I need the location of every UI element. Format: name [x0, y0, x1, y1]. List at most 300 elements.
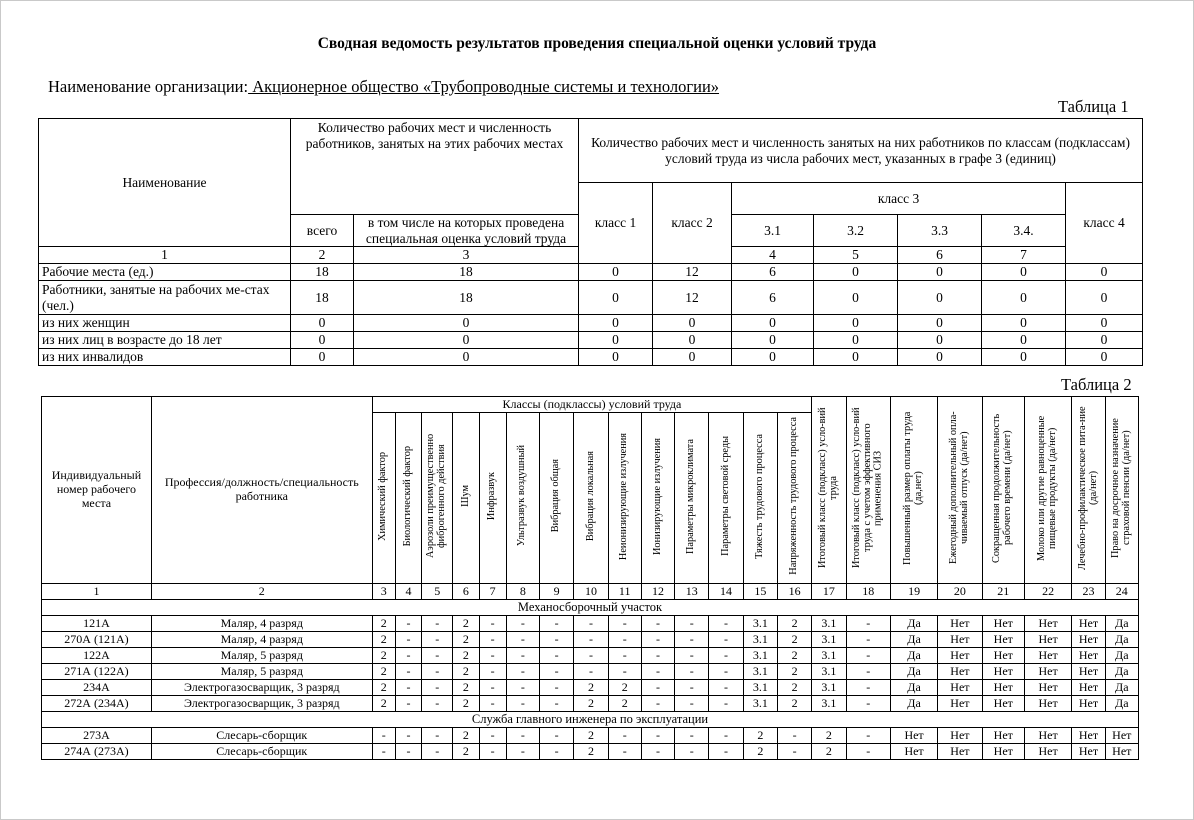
t2-cell: - — [675, 648, 709, 664]
t2-cell: 3.1 — [743, 632, 777, 648]
t2-cell: Да — [1105, 664, 1138, 680]
t2-cell: - — [506, 648, 539, 664]
t1-cell: 0 — [1066, 349, 1143, 366]
t2-cell: 2 — [574, 696, 608, 712]
t2-header-id: Индивидуальный номер рабочего места — [42, 397, 152, 584]
t1-col-number: 2 — [291, 247, 354, 264]
t2-cell: - — [709, 744, 743, 760]
t2-cell: - — [675, 616, 709, 632]
t2-cell: - — [846, 680, 890, 696]
t2-row — [42, 696, 1139, 712]
t1-cell: 18 — [354, 264, 579, 281]
t2-cell: 2 — [453, 728, 479, 744]
t2-col-number: 15 — [743, 584, 777, 600]
t2-header-factor — [743, 413, 777, 584]
t1-header-3-4: 3.4. — [982, 215, 1066, 247]
t1-cell: 0 — [732, 332, 814, 349]
t2-cell: 2 — [372, 664, 395, 680]
t2-cell: - — [506, 680, 539, 696]
t2-cell: - — [675, 680, 709, 696]
t2-cell: - — [641, 632, 674, 648]
t2-cell: - — [641, 728, 674, 744]
t2-cell: Нет — [938, 696, 982, 712]
t2-cell: Нет — [938, 648, 982, 664]
t1-col-number: 7 — [982, 247, 1066, 264]
t2-header-factor-label: Аэрозоли преимущественно фиброгенного действия — [425, 434, 448, 559]
t2-cell: - — [574, 632, 608, 648]
t2-row — [42, 744, 1139, 760]
t2-cell: 2 — [812, 744, 846, 760]
t2-cell: Нет — [1024, 680, 1071, 696]
t2-profession: Маляр, 4 разряд — [151, 632, 372, 648]
t2-header-factor — [479, 413, 506, 584]
t2-profession: Слесарь-сборщик — [151, 744, 372, 760]
t2-cell: 2 — [453, 616, 479, 632]
t1-cell: 12 — [653, 264, 732, 281]
t2-cell: 2 — [453, 632, 479, 648]
t2-col-number: 12 — [641, 584, 674, 600]
t2-col-number: 11 — [608, 584, 641, 600]
t2-cell: 2 — [453, 744, 479, 760]
t2-cell: Нет — [1024, 696, 1071, 712]
table1-caption: Таблица 1 — [1058, 97, 1129, 116]
t2-cell: 2 — [777, 664, 811, 680]
t1-cell: 0 — [579, 264, 653, 281]
t2-cell: Нет — [982, 744, 1024, 760]
t2-cell: Нет — [1072, 728, 1105, 744]
t2-workplace-id: 122А — [42, 648, 152, 664]
t2-cell: - — [395, 696, 421, 712]
t1-cell: 0 — [732, 349, 814, 366]
t2-cell: - — [675, 632, 709, 648]
t2-header-factor — [1072, 397, 1105, 584]
t2-cell: - — [540, 616, 574, 632]
t1-row-label: Рабочие места (ед.) — [39, 264, 291, 281]
t2-cell: Нет — [938, 728, 982, 744]
t2-header-factor — [395, 413, 421, 584]
t2-col-number: 1 — [42, 584, 152, 600]
t2-col-number: 24 — [1105, 584, 1138, 600]
t2-cell: - — [641, 696, 674, 712]
workplace-table — [41, 396, 1139, 760]
t2-col-number: 17 — [812, 584, 846, 600]
t2-header-factor-label: Итоговый класс (подкласс) усло-вий труда с учетом эффективного применения СИЗ — [851, 407, 884, 569]
t1-header-class-group: Количество рабочих мест и численность занятых на них работников по классам (подклассам) условий труда из числа рабочих мест, указанных в графе 3 (единиц) — [579, 119, 1143, 183]
t2-cell: - — [540, 632, 574, 648]
t2-cell: - — [422, 744, 453, 760]
t1-cell: 0 — [814, 264, 898, 281]
t2-header-factor — [422, 413, 453, 584]
t2-cell: Нет — [890, 744, 937, 760]
t2-cell: 2 — [453, 664, 479, 680]
t2-cell: - — [846, 616, 890, 632]
t2-header-factor-label: Вибрация локальная — [584, 451, 596, 542]
document-title: Сводная ведомость результатов проведения специальной оценки условий труда — [317, 35, 877, 52]
t2-cell: - — [479, 744, 506, 760]
t2-cell: - — [479, 664, 506, 680]
t2-header-factor — [641, 413, 674, 584]
t2-cell: - — [641, 664, 674, 680]
t2-cell: 2 — [743, 744, 777, 760]
t2-header-factor — [372, 413, 395, 584]
t2-cell: Да — [1105, 648, 1138, 664]
t2-cell: Нет — [938, 616, 982, 632]
t1-cell: 18 — [354, 281, 579, 315]
t2-header-factor-label: Тяжесть трудового процесса — [753, 433, 765, 559]
t2-header-factor-label: Сокращенная продолжительность рабочего времени (да/нет) — [991, 413, 1014, 563]
t2-cell: - — [641, 616, 674, 632]
t2-cell: 2 — [812, 728, 846, 744]
t2-cell: 2 — [453, 680, 479, 696]
t1-cell: 0 — [898, 281, 982, 315]
t2-cell: Нет — [1105, 744, 1138, 760]
t2-cell: - — [395, 744, 421, 760]
t2-cell: - — [675, 664, 709, 680]
t2-col-number: 10 — [574, 584, 608, 600]
t2-header-factor — [777, 413, 811, 584]
t2-cell: 3.1 — [743, 680, 777, 696]
t1-row — [39, 264, 1143, 281]
t2-cell: - — [641, 648, 674, 664]
t2-workplace-id: 234А — [42, 680, 152, 696]
t2-profession: Слесарь-сборщик — [151, 728, 372, 744]
t1-cell: 0 — [653, 332, 732, 349]
t2-cell: - — [506, 728, 539, 744]
t1-header-3-1: 3.1 — [732, 215, 814, 247]
t1-cell: 0 — [1066, 281, 1143, 315]
t2-profession: Маляр, 5 разряд — [151, 648, 372, 664]
t2-cell: - — [540, 648, 574, 664]
t1-col-number: 1 — [39, 247, 291, 264]
t1-col-number: 3 — [354, 247, 579, 264]
t2-col-number: 6 — [453, 584, 479, 600]
t2-cell: - — [709, 616, 743, 632]
t1-cell: 0 — [291, 349, 354, 366]
t2-cell: 2 — [743, 728, 777, 744]
t2-cell: Нет — [1072, 632, 1105, 648]
t1-header-class1: класс 1 — [579, 183, 653, 264]
t2-cell: 3.1 — [743, 616, 777, 632]
t2-cell: - — [709, 696, 743, 712]
t2-cell: Нет — [1024, 664, 1071, 680]
t1-cell: 0 — [653, 349, 732, 366]
t2-cell: - — [675, 744, 709, 760]
t2-header-factor — [982, 397, 1024, 584]
t2-header-factor — [540, 413, 574, 584]
t2-cell: - — [540, 664, 574, 680]
t2-cell: - — [395, 648, 421, 664]
t2-header-factor — [453, 413, 479, 584]
t2-cell: Нет — [1072, 648, 1105, 664]
t2-cell: - — [395, 664, 421, 680]
t2-cell: - — [422, 664, 453, 680]
t2-col-number: 23 — [1072, 584, 1105, 600]
t2-cell: 2 — [608, 680, 641, 696]
t1-header-class2: класс 2 — [653, 183, 732, 264]
t2-cell: - — [479, 648, 506, 664]
t2-header-factor-label: Параметры световой среды — [719, 436, 731, 557]
t1-row — [39, 332, 1143, 349]
t2-header-factor-label: Повышенный размер оплаты труда (да,нет) — [902, 411, 925, 565]
t2-workplace-id: 271А (122А) — [42, 664, 152, 680]
t2-cell: Нет — [1072, 696, 1105, 712]
t2-cell: - — [540, 680, 574, 696]
t2-header-factor — [938, 397, 982, 584]
t2-cell: Да — [890, 648, 937, 664]
t2-cell: 3.1 — [812, 664, 846, 680]
t1-cell: 0 — [1066, 315, 1143, 332]
t1-header-count-group: Количество рабочих мест и численность работников, занятых на этих рабочих местах — [291, 119, 579, 215]
t2-cell: 2 — [372, 696, 395, 712]
t2-header-factor — [506, 413, 539, 584]
t2-row — [42, 648, 1139, 664]
t2-col-number: 3 — [372, 584, 395, 600]
t2-section-row — [42, 600, 1139, 616]
t1-col-number: 5 — [814, 247, 898, 264]
t2-cell: 2 — [574, 680, 608, 696]
t2-cell: 3.1 — [812, 680, 846, 696]
t2-cell: 2 — [453, 648, 479, 664]
t1-row — [39, 315, 1143, 332]
t1-cell: 6 — [732, 264, 814, 281]
t2-cell: - — [846, 648, 890, 664]
t2-cell: 2 — [777, 696, 811, 712]
t2-cell: 2 — [372, 616, 395, 632]
t2-cell: - — [506, 616, 539, 632]
t1-cell: 0 — [898, 315, 982, 332]
t1-cell: 0 — [898, 264, 982, 281]
t2-cell: - — [422, 648, 453, 664]
t2-cell: - — [540, 728, 574, 744]
t2-cell: 2 — [777, 616, 811, 632]
t2-profession: Маляр, 5 разряд — [151, 664, 372, 680]
t1-cell: 6 — [732, 281, 814, 315]
t2-cell: - — [608, 744, 641, 760]
t2-header-factor-label: Ультразвук воздушный — [516, 445, 528, 547]
t1-row — [39, 349, 1143, 366]
t1-cell: 0 — [982, 315, 1066, 332]
t2-col-number: 8 — [506, 584, 539, 600]
t2-cell: - — [395, 632, 421, 648]
t1-cell: 0 — [982, 281, 1066, 315]
t2-header-factor-label: Напряженность трудового процесса — [788, 417, 800, 575]
t1-cell: 0 — [291, 332, 354, 349]
t2-cell: 2 — [777, 648, 811, 664]
t2-cell: Нет — [1072, 664, 1105, 680]
t2-row — [42, 728, 1139, 744]
t2-header-factor — [608, 413, 641, 584]
t2-cell: - — [395, 616, 421, 632]
t2-cell: Нет — [1072, 680, 1105, 696]
organization-line — [48, 77, 719, 97]
t2-cell: - — [479, 728, 506, 744]
t1-cell: 0 — [291, 315, 354, 332]
t2-section-title: Механосборочный участок — [42, 600, 1139, 616]
t2-cell: - — [422, 728, 453, 744]
t2-profession: Маляр, 4 разряд — [151, 616, 372, 632]
t2-cell: Нет — [1024, 616, 1071, 632]
t2-col-number: 13 — [675, 584, 709, 600]
t2-header-factor — [1105, 397, 1138, 584]
t2-cell: - — [608, 616, 641, 632]
t2-cell: 3.1 — [812, 616, 846, 632]
organization-label: Наименование организации: — [48, 77, 249, 96]
t1-cell: 18 — [291, 281, 354, 315]
t1-cell: 0 — [354, 315, 579, 332]
t2-workplace-id: 273А — [42, 728, 152, 744]
t2-profession: Электрогазосварщик, 3 разряд — [151, 696, 372, 712]
t2-cell: - — [479, 696, 506, 712]
t2-cell: Нет — [982, 632, 1024, 648]
t1-cell: 0 — [982, 349, 1066, 366]
t2-cell: - — [506, 632, 539, 648]
t2-cell: - — [777, 744, 811, 760]
t1-header-class4: класс 4 — [1066, 183, 1143, 264]
t2-cell: - — [422, 616, 453, 632]
table2-caption: Таблица 2 — [1061, 375, 1132, 394]
t2-cell: - — [846, 664, 890, 680]
t2-header-factor — [709, 413, 743, 584]
t2-header-factor-label: Итоговый класс (подкласс) усло-вий труда — [817, 407, 839, 569]
t2-cell: - — [506, 664, 539, 680]
t2-col-number: 5 — [422, 584, 453, 600]
t2-header-factor-label: Инфразвук — [486, 472, 498, 521]
t2-cell: - — [608, 664, 641, 680]
t2-cell: 2 — [777, 680, 811, 696]
t1-header-3-2: 3.2 — [814, 215, 898, 247]
t2-cell: - — [422, 696, 453, 712]
t2-cell: Да — [1105, 632, 1138, 648]
t2-cell: - — [709, 664, 743, 680]
t2-cell: - — [540, 696, 574, 712]
t1-cell: 0 — [354, 349, 579, 366]
t2-cell: - — [641, 680, 674, 696]
t2-cell: 2 — [574, 728, 608, 744]
t2-cell: Да — [1105, 680, 1138, 696]
t2-cell: Да — [890, 632, 937, 648]
t1-cell: 0 — [814, 315, 898, 332]
t2-cell: - — [846, 696, 890, 712]
t2-cell: - — [479, 632, 506, 648]
t2-cell: Нет — [982, 696, 1024, 712]
t1-header-assessed: в том числе на которых проведена специальная оценка условий труда — [354, 215, 579, 247]
t2-header-factor-label: Химический фактор — [377, 451, 389, 541]
t2-cell: 2 — [777, 632, 811, 648]
t2-workplace-id: 121А — [42, 616, 152, 632]
t2-cell: Нет — [982, 616, 1024, 632]
t2-cell: Да — [1105, 696, 1138, 712]
t1-row-label: Работники, занятые на рабочих ме-стах (чел.) — [39, 281, 291, 315]
t2-section-title: Служба главного инженера по эксплуатации — [42, 712, 1139, 728]
t2-cell: Да — [890, 696, 937, 712]
t2-col-number: 20 — [938, 584, 982, 600]
t2-col-number: 19 — [890, 584, 937, 600]
t2-cell: 2 — [608, 696, 641, 712]
t2-cell: - — [608, 632, 641, 648]
t2-col-number: 9 — [540, 584, 574, 600]
t2-cell: - — [709, 728, 743, 744]
t2-cell: - — [846, 632, 890, 648]
t1-cell: 0 — [982, 332, 1066, 349]
t2-cell: 3.1 — [743, 696, 777, 712]
t1-cell: 0 — [814, 332, 898, 349]
t2-cell: Да — [890, 664, 937, 680]
t2-header-profession: Профессия/должность/специальность работника — [151, 397, 372, 584]
t2-cell: Нет — [938, 664, 982, 680]
t1-header-class3: класс 3 — [732, 183, 1066, 215]
t2-cell: - — [479, 680, 506, 696]
t2-cell: - — [395, 728, 421, 744]
t1-cell: 12 — [653, 281, 732, 315]
t1-cell: 18 — [291, 264, 354, 281]
t2-cell: - — [422, 680, 453, 696]
t2-cell: 2 — [372, 680, 395, 696]
t1-cell: 0 — [1066, 332, 1143, 349]
t2-cell: - — [846, 728, 890, 744]
t2-header-factor-label: Биологический фактор — [402, 445, 414, 547]
t1-cell: 0 — [579, 281, 653, 315]
t2-header-factor-label: Неионизирующие излучения — [618, 432, 630, 560]
t2-header-factor-label: Ионизирующие излучения — [651, 437, 663, 555]
t2-cell: 2 — [372, 648, 395, 664]
t2-col-number: 14 — [709, 584, 743, 600]
t1-col-number: 4 — [732, 247, 814, 264]
t1-row — [39, 281, 1143, 315]
t2-cell: - — [479, 616, 506, 632]
t1-cell: 0 — [732, 315, 814, 332]
t2-cell: - — [372, 728, 395, 744]
t2-cell: - — [709, 680, 743, 696]
t1-cell: 0 — [898, 332, 982, 349]
t2-cell: Нет — [938, 680, 982, 696]
t2-header-factor-label: Параметры микроклимата — [685, 438, 697, 554]
t2-cell: - — [506, 744, 539, 760]
t2-cell: - — [608, 648, 641, 664]
t2-cell: 3.1 — [812, 632, 846, 648]
t2-section-row — [42, 712, 1139, 728]
t2-cell: Нет — [1024, 648, 1071, 664]
t2-cell: - — [574, 648, 608, 664]
t2-col-number: 21 — [982, 584, 1024, 600]
t1-row-label: из них инвалидов — [39, 349, 291, 366]
t1-cell: 0 — [1066, 264, 1143, 281]
t2-cell: - — [709, 632, 743, 648]
t1-header-name: Наименование — [39, 119, 291, 247]
t1-header-3-3: 3.3 — [898, 215, 982, 247]
t2-cell: Нет — [1072, 616, 1105, 632]
t2-cell: Да — [1105, 616, 1138, 632]
t1-row-label: из них лиц в возрасте до 18 лет — [39, 332, 291, 349]
t2-header-classes-group: Классы (подклассы) условий труда — [372, 397, 812, 413]
t1-header-total: всего — [291, 215, 354, 247]
t2-col-number: 7 — [479, 584, 506, 600]
t1-col-number: 6 — [898, 247, 982, 264]
t2-cell: Нет — [982, 648, 1024, 664]
t2-row — [42, 664, 1139, 680]
t2-cell: - — [846, 744, 890, 760]
t2-header-factor — [890, 397, 937, 584]
t2-col-number: 22 — [1024, 584, 1071, 600]
t2-cell: - — [608, 728, 641, 744]
t2-row — [42, 616, 1139, 632]
t2-header-factor-label: Ежегодный дополнительный опла-чиваемый отпуск (да/нет) — [948, 411, 970, 565]
t2-cell: Нет — [890, 728, 937, 744]
t1-cell: 0 — [579, 315, 653, 332]
t2-cell: Нет — [1024, 744, 1071, 760]
t2-col-number: 4 — [395, 584, 421, 600]
t2-header-factor-label: Шум — [459, 485, 471, 508]
t2-workplace-id: 270А (121А) — [42, 632, 152, 648]
